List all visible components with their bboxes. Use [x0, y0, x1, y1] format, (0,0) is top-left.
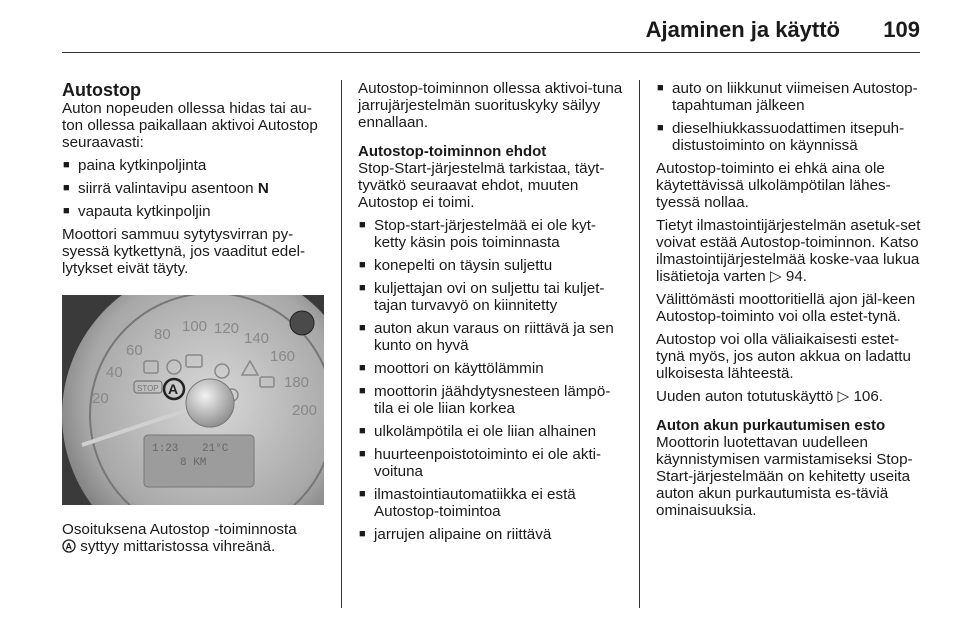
- svg-text:140: 140: [244, 330, 270, 347]
- autostop-symbol-icon: [62, 539, 76, 553]
- needle-hub: [186, 379, 234, 427]
- brake-paragraph: Autostop-toiminnon ollessa aktivoi-tuna jarrujärjestelmän suorituskyky säilyy ennallaan.: [358, 80, 623, 131]
- list-item: ■ konepelti on täysin suljettu: [358, 257, 626, 274]
- battery-heading: Auton akun purkautumisen esto: [656, 417, 886, 434]
- list-item: ■ auto on liikkunut viimeisen Autostop-tapahtuman jälkeen: [656, 80, 926, 114]
- svg-text:20: 20: [92, 390, 109, 407]
- list-item: ■ moottorin jäähdytysnesteen lämpö-tila ei ole liian korkea: [358, 383, 626, 417]
- page-ref-icon: ▷: [769, 268, 782, 285]
- svg-text:160: 160: [270, 348, 296, 365]
- list-item: ■ moottori on käyttölämmin: [358, 360, 626, 377]
- temperature-paragraph: Autostop-toiminto ei ehkä aina ole käytettävissä ulkolämpötilan lähes-tyessä nollaa.: [656, 160, 891, 211]
- list-item-text: siirrä valintavipu asentoon: [78, 180, 258, 197]
- gear-letter: N: [257, 180, 269, 197]
- autostop-intro: Auton nopeuden ollessa hidas tai au-ton ollessa paikallaan aktivoi Autostop seuraavasti:: [62, 100, 318, 151]
- svg-text:A: A: [65, 541, 72, 552]
- column-divider: [639, 80, 640, 608]
- header-rule: [62, 52, 920, 53]
- break-in-paragraph: Uuden auton totutuskäyttö ▷ 106.: [656, 388, 884, 405]
- figure-caption: Osoituksena Autostop -toiminnosta A syttyy mittaristossa vihreänä.: [62, 521, 297, 555]
- section-title: Ajaminen ja käyttö: [645, 17, 840, 42]
- conditions-list: [358, 217, 626, 543]
- column-2: [358, 80, 626, 543]
- battery-paragraph: Moottorin luotettavan uudelleen käynnistymisen varmistamiseksi Stop-Start-järjestelmään on kehitetty useita auton akun purkautumista es-täviä ominaisuuksia.: [656, 434, 913, 519]
- climate-paragraph: Tietyt ilmastointijärjestelmän asetuk-set voivat estää Autostop-toiminnon. Katso ilmastointijärjestelmää koske-vaa lukua lisätietoja varten ▷ 94.: [656, 217, 921, 285]
- svg-text:80: 80: [154, 326, 171, 343]
- list-item: ■ auton akun varaus on riittävä ja sen kunto on hyvä: [358, 320, 626, 354]
- list-item: ■ huurteenpoistotoiminto ei ole akti-voituna: [358, 446, 626, 480]
- list-item: ■ Stop-start-järjestelmää ei ole kyt-ketty käsin pois toiminnasta: [358, 217, 626, 251]
- highway-paragraph: Välittömästi moottoritiellä ajon jäl-keen Autostop-toiminto voi olla estet-tynä.: [656, 291, 916, 325]
- svg-text:21°C: 21°C: [202, 443, 229, 455]
- autostop-steps: [62, 157, 328, 220]
- svg-text:8 KM: 8 KM: [180, 457, 207, 469]
- svg-text:180: 180: [284, 374, 310, 391]
- charging-paragraph: Autostop voi olla väliaikaisesti estet-tynä myös, jos auton akkua on ladattu ulkoisesta lähteestä.: [656, 331, 911, 382]
- list-item: ■ jarrujen alipaine on riittävä: [358, 526, 626, 543]
- page-header: [0, 0, 960, 55]
- svg-text:1:23: 1:23: [152, 443, 179, 455]
- page-ref-link[interactable]: 106.: [853, 388, 884, 405]
- list-item: ■ vapauta kytkinpoljin: [62, 203, 328, 220]
- engine-stop-paragraph: Moottori sammuu sytytysvirran py-syessä kytkettynä, jos vaaditut edel-lytykset eivät täyty.: [62, 226, 306, 277]
- svg-text:60: 60: [126, 342, 143, 359]
- svg-text:STOP: STOP: [137, 384, 159, 393]
- page-ref-link[interactable]: 94.: [785, 268, 808, 285]
- list-item: ■ paina kytkinpoljinta: [62, 157, 328, 174]
- autostop-heading: Autostop: [62, 80, 141, 100]
- svg-text:100: 100: [182, 318, 208, 335]
- list-item: ■ kuljettajan ovi on suljettu tai kuljet-tajan turvavyö on kiinnitetty: [358, 280, 626, 314]
- instrument-cluster-photo: [62, 295, 324, 505]
- conditions-list-continued: [656, 80, 926, 154]
- svg-text:200: 200: [292, 402, 318, 419]
- column-1: [62, 80, 328, 555]
- list-item: ■ dieselhiukkassuodattimen itsepuh-distustoiminto on käynnissä: [656, 120, 926, 154]
- svg-text:40: 40: [106, 364, 123, 381]
- conditions-heading: Autostop-toiminnon ehdot: [358, 143, 547, 160]
- list-item: ■ ulkolämpötila ei ole liian alhainen: [358, 423, 626, 440]
- svg-text:120: 120: [214, 320, 240, 337]
- svg-text:A: A: [168, 381, 179, 397]
- column-divider: [341, 80, 342, 608]
- list-item: ■ ilmastointiautomatiikka ei estä Autostop-toimintoa: [358, 486, 626, 520]
- page-ref-icon: ▷: [837, 388, 850, 405]
- page-number: 109: [883, 17, 920, 42]
- conditions-intro: Stop-Start-järjestelmä tarkistaa, täyt-tyvätkö seuraavat ehdot, muuten Autostop ei toimi.: [358, 160, 605, 211]
- column-3: [656, 80, 926, 519]
- list-item: [62, 180, 328, 197]
